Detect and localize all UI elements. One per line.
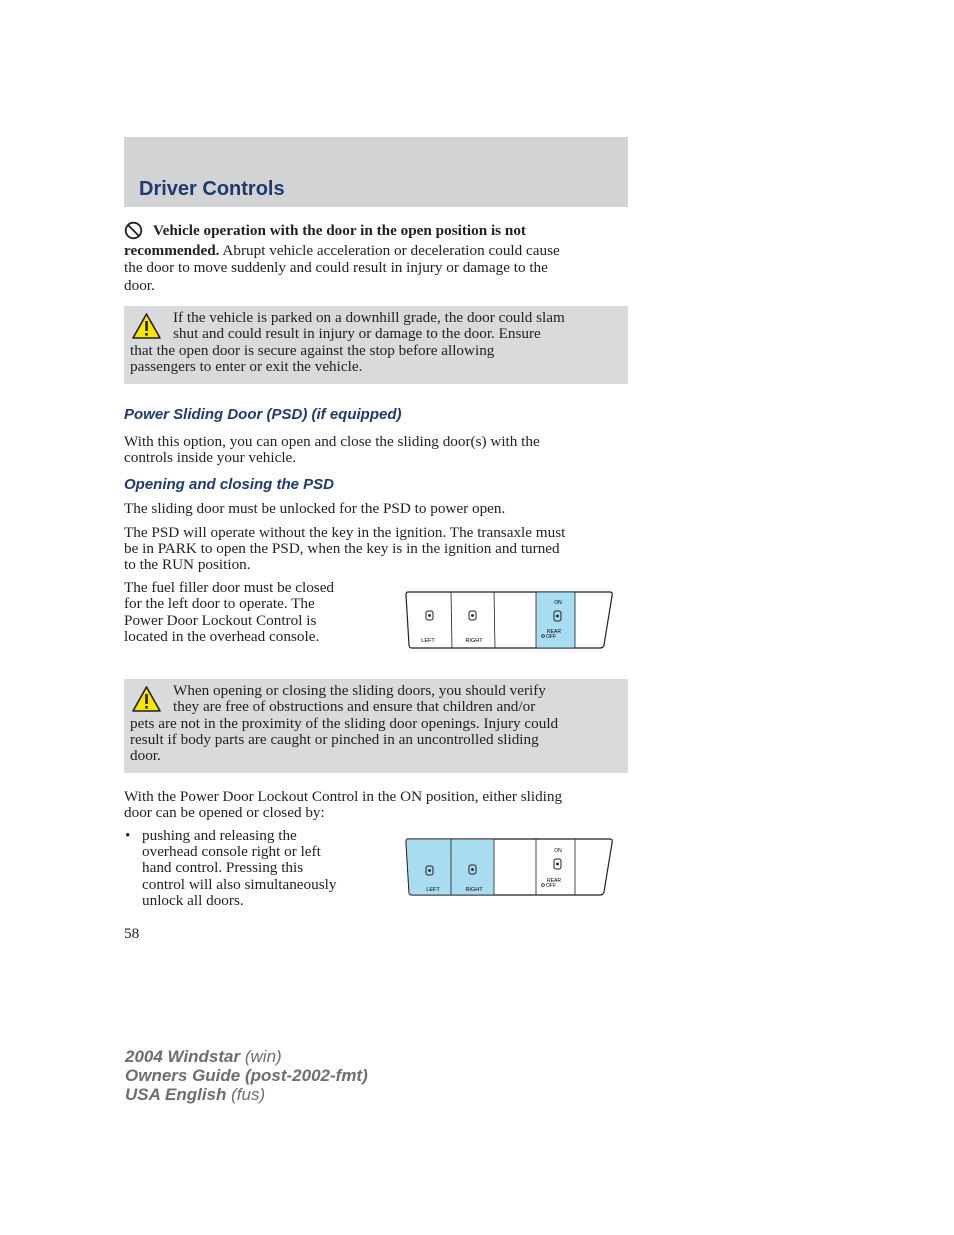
- left-label: LEFT: [426, 887, 440, 893]
- opening-para3-line3: Power Door Lockout Control is: [124, 612, 317, 629]
- footer-language-code: (fus): [226, 1085, 266, 1104]
- left-label: LEFT: [421, 638, 435, 644]
- opening-para1: The sliding door must be unlocked for the PSD to power open.: [124, 500, 506, 517]
- notice-line4: door.: [124, 277, 155, 294]
- bullet-line5: unlock all doors.: [142, 892, 244, 909]
- on-label: ON: [554, 600, 562, 606]
- warning-triangle-icon: [131, 685, 162, 713]
- overhead-console-diagram-2: [404, 836, 614, 898]
- footer-line-3: [125, 1085, 265, 1104]
- bullet-line1: pushing and releasing the: [142, 827, 297, 844]
- lockout-para-line2: door can be opened or closed by:: [124, 804, 325, 821]
- bullet-line2: overhead console right or left: [142, 843, 321, 860]
- opening-para3-line4: located in the overhead console.: [124, 628, 320, 645]
- notice-rest-line1: Abrupt vehicle acceleration or deceleration could cause: [219, 242, 560, 259]
- opening-para2-line2: be in PARK to open the PSD, when the key is in the ignition and turned: [124, 540, 560, 557]
- lockout-para-line1: With the Power Door Lockout Control in the ON position, either sliding: [124, 788, 563, 805]
- page-number: 58: [124, 925, 140, 942]
- warning-triangle-icon: [131, 312, 162, 340]
- footer-model: 2004 Windstar: [125, 1047, 241, 1066]
- warning1-line4: passengers to enter or exit the vehicle.: [130, 358, 363, 375]
- warning1-line3: that the open door is secure against the stop before allowing: [130, 342, 495, 359]
- bullet-marker: •: [125, 827, 131, 844]
- on-label: ON: [554, 848, 562, 854]
- opening-para3-line1: The fuel filler door must be closed: [124, 579, 335, 596]
- notice-line2: [124, 243, 560, 260]
- footer-model-code: (win): [240, 1047, 282, 1066]
- off-label: OFF: [546, 634, 556, 640]
- prohibition-icon: [124, 221, 143, 240]
- rear-label: REAR: [547, 878, 561, 884]
- rear-label: REAR: [547, 629, 561, 635]
- off-label: OFF: [546, 883, 556, 889]
- opening-para3-line2: for the left door to operate. The: [124, 595, 315, 612]
- psd-para-line2: controls inside your vehicle.: [124, 449, 297, 466]
- opening-para2-line1: The PSD will operate without the key in the ignition. The transaxle must: [124, 524, 566, 541]
- warning2-line4: result if body parts are caught or pinched in an uncontrolled sliding: [130, 731, 539, 748]
- notice-bold-lead2: recommended.: [124, 242, 220, 259]
- right-label: RIGHT: [465, 887, 483, 893]
- bullet-line4: control will also simultaneously: [142, 876, 337, 893]
- overhead-console-diagram-1: [404, 589, 614, 651]
- warning2-line3: pets are not in the proximity of the sliding door openings. Injury could: [130, 715, 559, 732]
- bullet-line3: hand control. Pressing this: [142, 859, 304, 876]
- footer-line-1: [125, 1047, 282, 1066]
- footer-guide: Owners Guide (post-2002-fmt): [125, 1066, 368, 1085]
- warning1-line1: If the vehicle is parked on a downhill grade, the door could slam: [173, 309, 565, 326]
- warning2-line2: they are free of obstructions and ensure that children and/or: [173, 698, 536, 715]
- notice-bold-lead: Vehicle operation with the door in the open position is not: [153, 222, 526, 239]
- warning2-line5: door.: [130, 747, 161, 764]
- right-label: RIGHT: [465, 638, 483, 644]
- opening-para2-line3: to the RUN position.: [124, 556, 251, 573]
- warning1-line2: shut and could result in injury or damage to the door. Ensure: [173, 325, 541, 342]
- psd-heading: Power Sliding Door (PSD) (if equipped): [124, 406, 402, 423]
- warning2-line1: When opening or closing the sliding doors, you should verify: [173, 682, 546, 699]
- section-title: Driver Controls: [139, 178, 285, 200]
- notice-line3: the door to move suddenly and could result in injury or damage to the: [124, 259, 548, 276]
- opening-heading: Opening and closing the PSD: [124, 476, 335, 493]
- footer-language: USA English: [125, 1085, 227, 1104]
- footer-line-2: [125, 1066, 368, 1085]
- psd-para-line1: With this option, you can open and close the sliding door(s) with the: [124, 433, 540, 450]
